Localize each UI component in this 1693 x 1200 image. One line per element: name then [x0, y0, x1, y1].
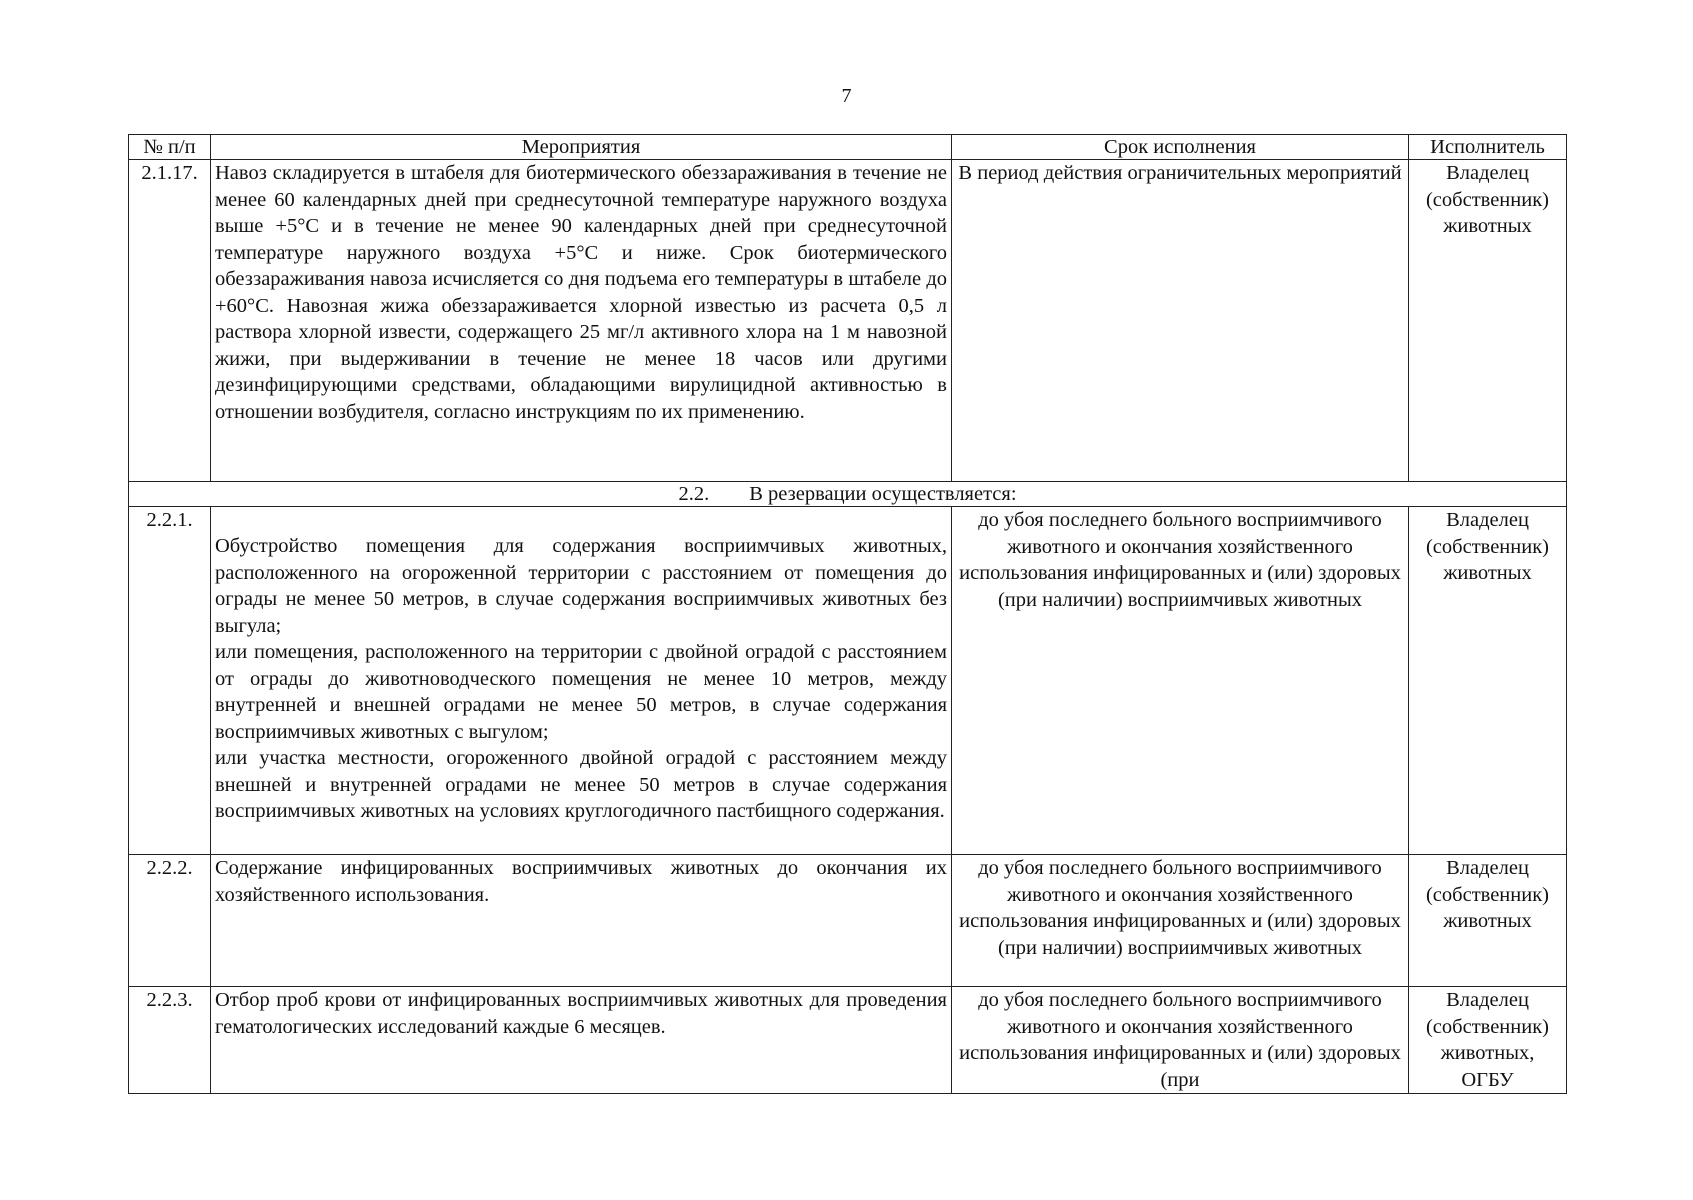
- header-number: № п/п: [129, 135, 211, 160]
- header-term: Срок исполнения: [952, 135, 1409, 160]
- row-term: В период действия ограничительных мероприятий: [952, 160, 1409, 482]
- table-row: [129, 160, 1567, 482]
- row-number: 2.2.2.: [129, 855, 211, 987]
- row-term: до убоя последнего больного восприимчивого животного и окончания хозяйственного использования инфицированных и (или) здоровых (при наличии) восприимчивых животных: [952, 507, 1409, 855]
- measure-paragraph: или участка местности, огороженного двойной оградой с расстоянием между внешней и внутренней оградами не менее 50 метров в случае содержания восприимчивых животных на условиях круглогодичного пастбищного содержания.: [215, 747, 947, 822]
- measures-table: [128, 134, 1567, 1094]
- row-term: до убоя последнего больного восприимчивого животного и окончания хозяйственного использования инфицированных и (или) здоровых (при наличии) восприимчивых животных: [952, 855, 1409, 987]
- page-number: 7: [841, 85, 852, 107]
- table-row: [129, 507, 1567, 855]
- section-row: [129, 482, 1567, 507]
- row-executor: Владелец (собственник) животных, ОГБУ: [1409, 987, 1567, 1094]
- row-measure: Отбор проб крови от инфицированных восприимчивых животных для проведения гематологических исследований каждые 6 месяцев.: [211, 987, 952, 1094]
- table-row: [129, 987, 1567, 1094]
- section-title: [129, 482, 1567, 507]
- row-number: 2.2.3.: [129, 987, 211, 1094]
- row-number: 2.1.17.: [129, 160, 211, 482]
- header-measures: Мероприятия: [211, 135, 952, 160]
- row-measure: Содержание инфицированных восприимчивых животных до окончания их хозяйственного использования.: [211, 855, 952, 987]
- measure-paragraph: Обустройство помещения для содержания восприимчивых животных, расположенного на огороженной территории с расстоянием от помещения до ограды не менее 50 метров, в случае содержания восприимчивых животных без выгула;: [215, 535, 947, 637]
- row-measure: Навоз складируется в штабеля для биотермического обеззараживания в течение не менее 60 календарных дней при среднесуточной температуре наружного воздуха выше +5°С и в течение не менее 90 календарных дней при среднесуточной температуре наружного воздуха +5°С и ниже. Срок биотермического обеззараживания навоза исчисляется со дня подъема его температуры в штабеле до +60°С. Навозная жижа обеззараживается хлорной известью из расчета 0,5 л раствора хлорной извести, содержащего 25 мг/л активного хлора на 1 м навозной жижи, при выдерживании в течение не менее 18 часов или другими дезинфицирующими средствами, обладающими вирулицидной активностью в отношении возбудителя, согласно инструкциям по их применению.: [211, 160, 952, 482]
- table-header-row: [129, 135, 1567, 160]
- header-executor: Исполнитель: [1409, 135, 1567, 160]
- row-number: 2.2.1.: [129, 507, 211, 855]
- row-measure: [211, 507, 952, 855]
- row-executor: Владелец (собственник) животных: [1409, 160, 1567, 482]
- measure-paragraph: или помещения, расположенного на территории с двойной оградой с расстоянием от ограды до животноводческого помещения не менее 10 метров, между внутренней и внешней оградами не менее 50 метров, в случае содержания восприимчивых животных с выгулом;: [215, 641, 947, 743]
- row-term: до убоя последнего больного восприимчивого животного и окончания хозяйственного использования инфицированных и (или) здоровых (при: [952, 987, 1409, 1094]
- section-label: В резервации осуществляется:: [749, 483, 1017, 505]
- row-executor: Владелец (собственник) животных: [1409, 855, 1567, 987]
- row-executor: Владелец (собственник) животных: [1409, 507, 1567, 855]
- table-row: [129, 855, 1567, 987]
- section-number: 2.2.: [678, 483, 710, 505]
